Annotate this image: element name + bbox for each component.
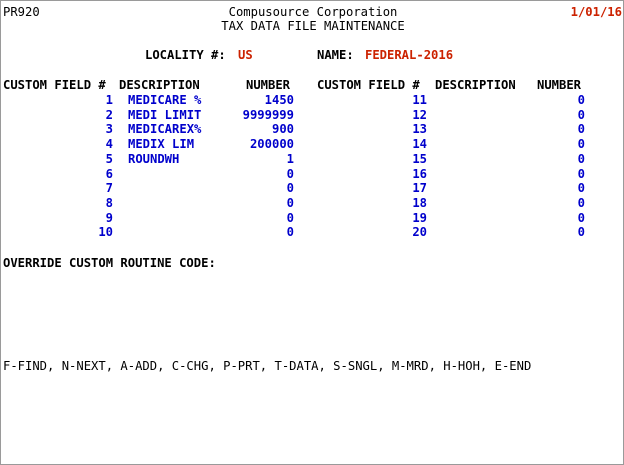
number-field[interactable]: 900 [271, 122, 294, 137]
number-field[interactable]: 0 [286, 181, 294, 196]
screen-title: TAX DATA FILE MAINTENANCE [221, 19, 405, 33]
col-header-number-right: NUMBER [537, 78, 582, 92]
number-field[interactable]: 0 [577, 151, 585, 166]
description-field[interactable]: ROUNDWH [128, 151, 180, 166]
col-header-custom-field-right: CUSTOM FIELD # [317, 78, 420, 92]
field-number: 1 [105, 93, 113, 107]
number-field[interactable]: 0 [577, 166, 585, 181]
field-number: 10 [98, 225, 113, 240]
description-field[interactable]: MEDIX LIM [128, 137, 195, 152]
field-number: 14 [412, 137, 427, 152]
field-number: 3 [105, 122, 113, 137]
field-number: 12 [412, 107, 427, 122]
system-date: 1/01/16 [570, 5, 622, 19]
field-number: 7 [105, 181, 113, 196]
override-routine-field[interactable] [237, 256, 537, 270]
number-field[interactable]: 0 [577, 137, 585, 152]
number-field[interactable]: 0 [577, 225, 585, 240]
number-field[interactable]: 0 [286, 166, 294, 181]
locality-field[interactable]: US [238, 48, 253, 62]
field-number: 6 [105, 166, 113, 181]
program-id: PR920 [3, 5, 40, 19]
field-number: 11 [412, 93, 427, 107]
field-number: 13 [412, 122, 427, 137]
number-field[interactable]: 0 [286, 225, 294, 240]
locality-label: LOCALITY #: [145, 48, 226, 62]
number-field[interactable]: 0 [577, 107, 585, 122]
number-field[interactable]: 200000 [249, 137, 294, 152]
description-field[interactable]: MEDICARE % [128, 93, 202, 107]
description-field[interactable]: MEDICAREX% [128, 122, 202, 137]
number-field[interactable]: 0 [577, 122, 585, 137]
override-routine-label: OVERRIDE CUSTOM ROUTINE CODE: [3, 256, 216, 270]
col-header-description-right: DESCRIPTION [435, 78, 516, 92]
field-number: 2 [105, 107, 113, 122]
number-field[interactable]: 0 [577, 93, 585, 107]
field-number: 17 [412, 181, 427, 196]
number-field[interactable]: 1450 [264, 93, 294, 107]
command-bar: F-FIND, N-NEXT, A-ADD, C-CHG, P-PRT, T-DATA, S-SNGL, M-MRD, H-HOH, E-END [3, 359, 532, 373]
field-number: 20 [412, 225, 427, 240]
field-number: 15 [412, 151, 427, 166]
number-field[interactable]: 0 [577, 181, 585, 196]
number-field[interactable]: 0 [577, 210, 585, 225]
field-number: 16 [412, 166, 427, 181]
number-field[interactable]: 9999999 [242, 107, 294, 122]
col-header-description-left: DESCRIPTION [119, 78, 200, 92]
field-number: 18 [412, 195, 427, 210]
field-number: 8 [105, 195, 113, 210]
field-number: 9 [105, 210, 113, 225]
number-field[interactable]: 0 [577, 195, 585, 210]
number-field[interactable]: 0 [286, 195, 294, 210]
field-number: 19 [412, 210, 427, 225]
name-label: NAME: [317, 48, 354, 62]
name-field[interactable]: FEDERAL-2016 [365, 48, 454, 62]
col-header-custom-field-left: CUSTOM FIELD # [3, 78, 106, 92]
description-field[interactable]: MEDI LIMIT [128, 107, 202, 122]
col-header-number-left: NUMBER [246, 78, 291, 92]
field-number: 5 [105, 151, 113, 166]
number-field[interactable]: 0 [286, 210, 294, 225]
company-name: Compusource Corporation [228, 5, 398, 19]
field-number: 4 [105, 137, 113, 152]
number-field[interactable]: 1 [286, 151, 294, 166]
